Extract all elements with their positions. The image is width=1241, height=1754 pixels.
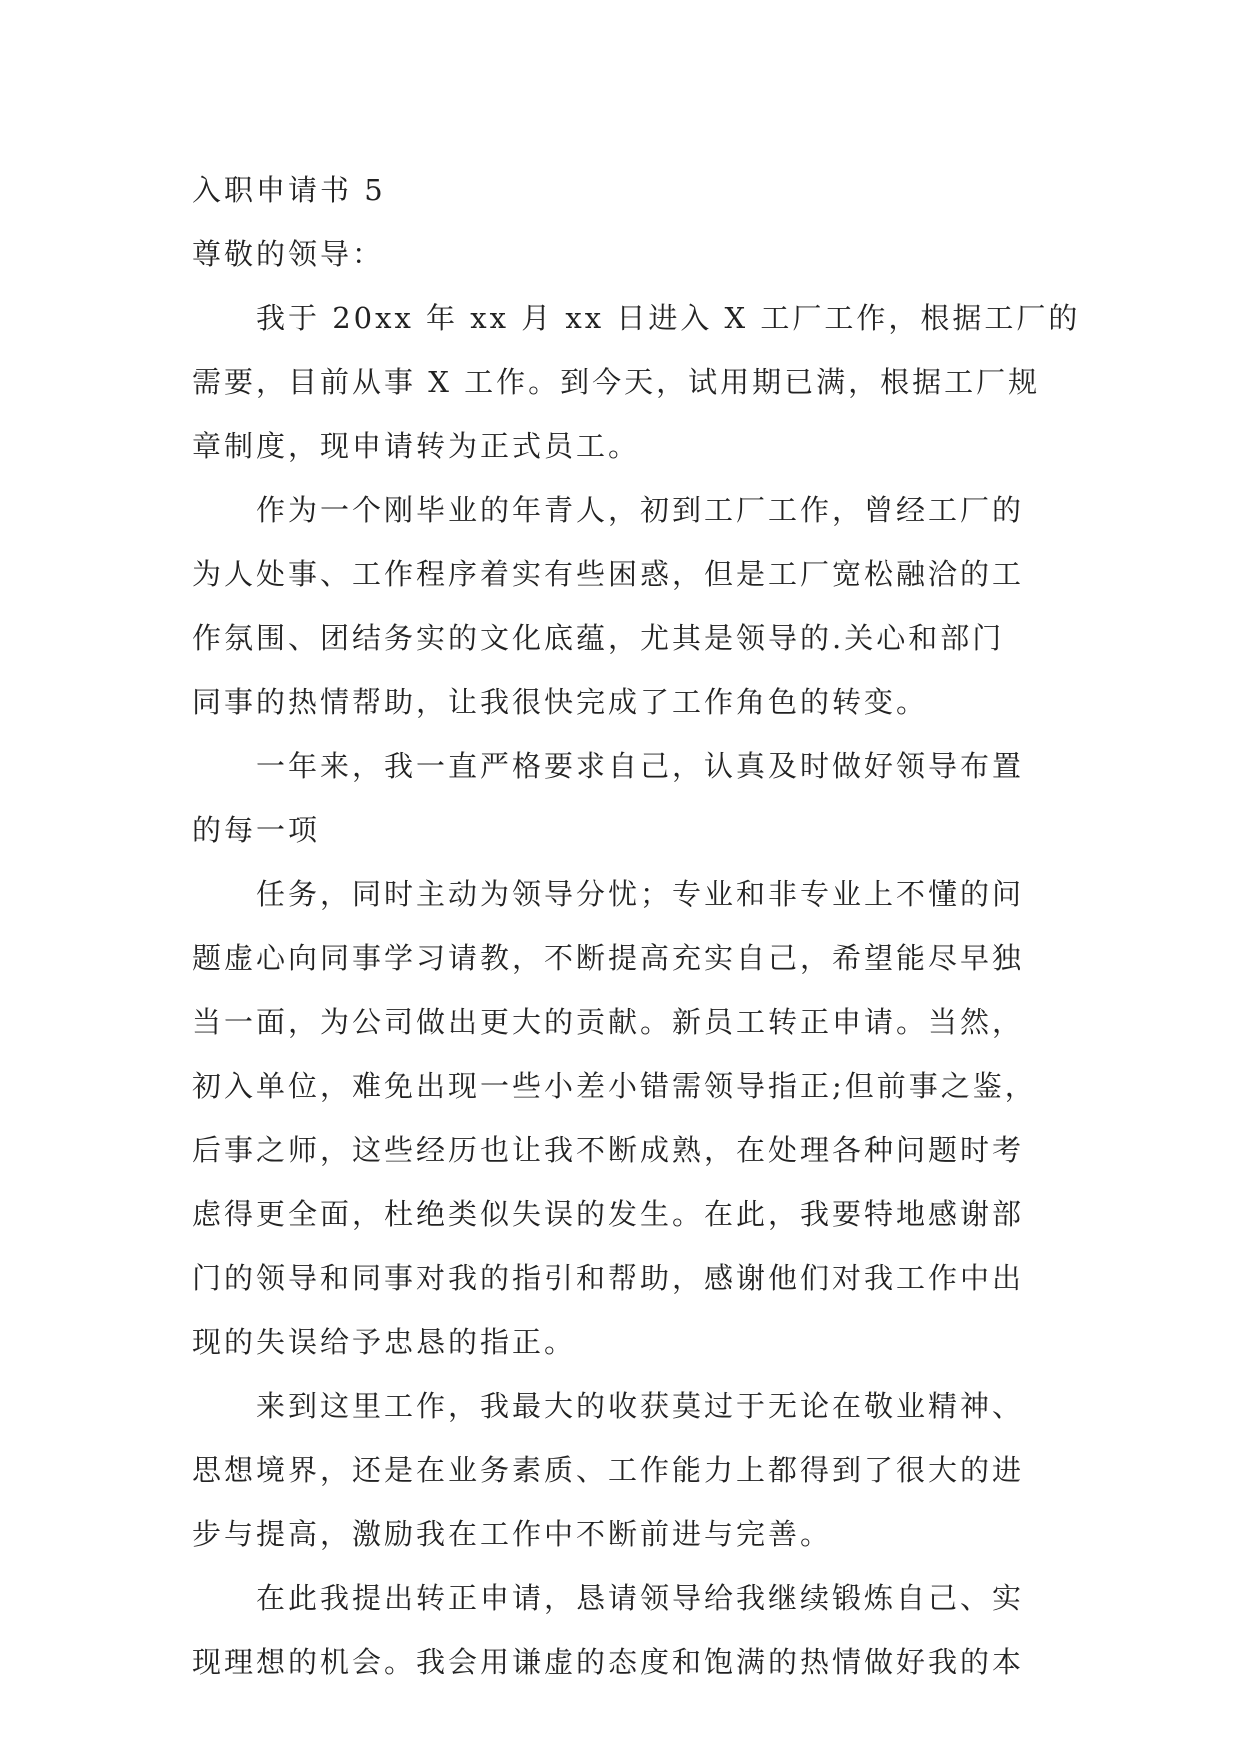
paragraph-line: 任务，同时主动为领导分忧；专业和非专业上不懂的问: [256, 877, 1025, 911]
paragraph-line: 现的失误给予忠恳的指正。: [192, 1325, 577, 1359]
paragraph-line: 的每一项: [192, 813, 321, 847]
paragraph-line: 题虚心向同事学习请教，不断提高充实自己，希望能尽早独: [192, 941, 1025, 975]
paragraph-line: 步与提高，激励我在工作中不断前进与完善。: [192, 1517, 833, 1551]
paragraph-line: 作氛围、团结务实的文化底蕴，尤其是领导的.关心和部门: [192, 621, 1005, 655]
paragraph-line: 一年来，我一直严格要求自己，认真及时做好领导布置: [256, 749, 1025, 783]
paragraph-line: 为人处事、工作程序着实有些困惑，但是工厂宽松融洽的工: [192, 557, 1025, 591]
paragraph-line: 需要，目前从事 X 工作。到今天，试用期已满，根据工厂规: [192, 365, 1041, 399]
paragraph-line: 思想境界，还是在业务素质、工作能力上都得到了很大的进: [192, 1453, 1025, 1487]
paragraph-line: 作为一个刚毕业的年青人，初到工厂工作，曾经工厂的: [256, 493, 1025, 527]
paragraph-line: 我于 20xx 年 xx 月 xx 日进入 X 工厂工作，根据工厂的: [256, 301, 1081, 335]
paragraph-line: 在此我提出转正申请，恳请领导给我继续锻炼自己、实: [256, 1581, 1025, 1615]
document-page: [192, 158, 1081, 1694]
paragraph-line: 门的领导和同事对我的指引和帮助，感谢他们对我工作中出: [192, 1261, 1025, 1295]
paragraph-line: 后事之师，这些经历也让我不断成熟，在处理各种问题时考: [192, 1133, 1025, 1167]
paragraph-line: 同事的热情帮助，让我很快完成了工作角色的转变。: [192, 685, 929, 719]
paragraph-line: 初入单位，难免出现一些小差小错需领导指正;但前事之鉴，: [192, 1069, 1037, 1103]
paragraph-line: 虑得更全面，杜绝类似失误的发生。在此，我要特地感谢部: [192, 1197, 1025, 1231]
document-title: 入职申请书 5: [192, 173, 386, 207]
paragraph-line: 现理想的机会。我会用谦虚的态度和饱满的热情做好我的本: [192, 1645, 1025, 1679]
salutation: 尊敬的领导：: [192, 237, 385, 271]
paragraph-line: 当一面，为公司做出更大的贡献。新员工转正申请。当然，: [192, 1005, 1025, 1039]
paragraph-line: 来到这里工作，我最大的收获莫过于无论在敬业精神、: [256, 1389, 1025, 1423]
paragraph-line: 章制度，现申请转为正式员工。: [192, 429, 641, 463]
